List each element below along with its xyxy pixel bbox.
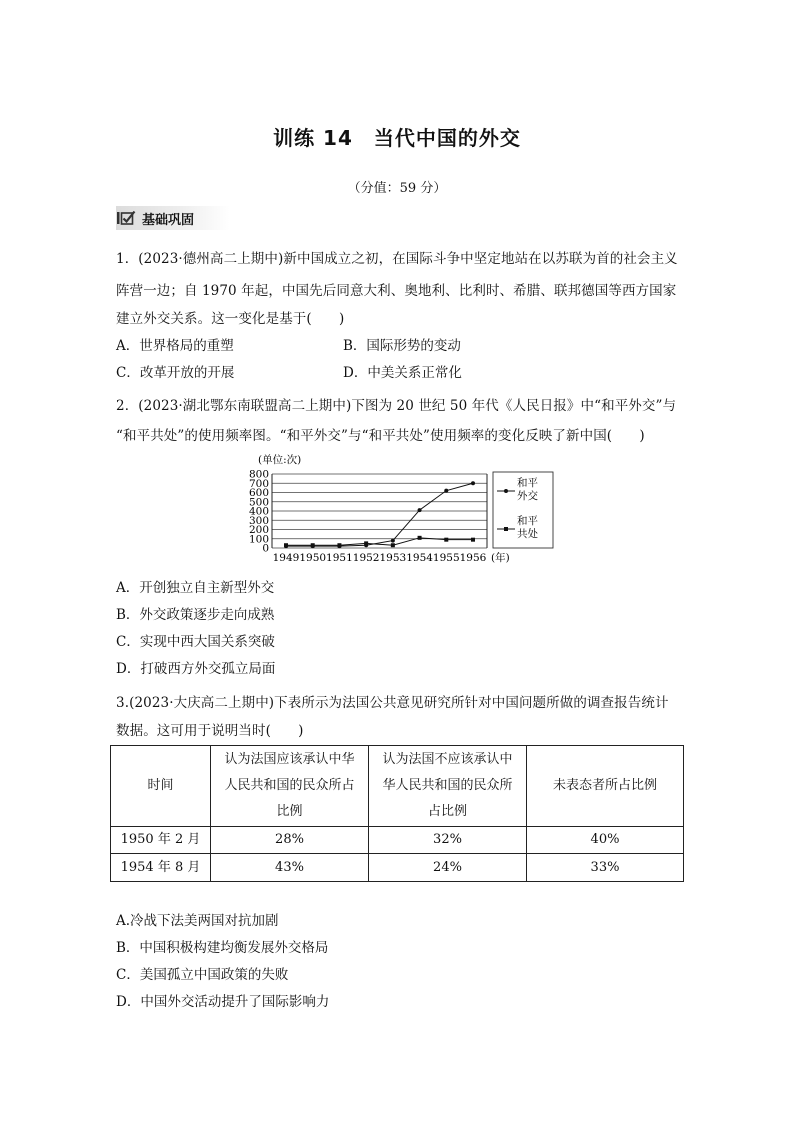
- q2-option-c: C．实现中西大国关系突破: [116, 634, 275, 650]
- q3-option-a: A.冷战下法美两国对抗加剧: [116, 913, 279, 929]
- q2-option-a: A．开创独立自主新型外交: [116, 580, 275, 596]
- x-tick-label: 1950: [299, 552, 327, 564]
- y-tick-label: 400: [248, 505, 269, 518]
- data-point: [364, 541, 368, 545]
- y-tick-label: 0: [262, 542, 269, 555]
- legend-label: 和平: [517, 477, 538, 489]
- x-unit-label: (年): [491, 552, 510, 564]
- table-header-row: [111, 746, 684, 827]
- q1-line-1: 1．(2023·德州高二上期中)新中国成立之初，在国际斗争中坚定地站在以苏联为首的社会主义: [116, 251, 678, 267]
- q2-line-2: “和平共处”的使用频率图。“和平外交”与“和平共处”使用频率的变化反映了新中国( ): [116, 428, 645, 444]
- data-point: [337, 543, 341, 547]
- q3-option-b: B．中国积极构建均衡发展外交格局: [116, 940, 329, 956]
- q3-option-c: C．美国孤立中国政策的失败: [116, 967, 289, 983]
- table-cell: 28%: [211, 827, 369, 854]
- data-point: [391, 539, 395, 543]
- table-row: [111, 827, 684, 854]
- table-cell: 40%: [527, 827, 684, 854]
- x-tick-label: 1949: [272, 552, 300, 564]
- score-note: （分值：59 分）: [347, 181, 447, 196]
- survey-table: [110, 745, 684, 882]
- header-support: 认为法国应该承认中华 人民共和国的民众所占 比例: [211, 746, 369, 827]
- data-point: [444, 538, 448, 542]
- table-cell: 33%: [527, 854, 684, 882]
- y-tick-label: 500: [248, 496, 269, 509]
- header-oppose: 认为法国不应该承认中 华人民共和国的民众所 占比例: [369, 746, 527, 827]
- x-tick-label: 1955: [432, 552, 460, 564]
- x-tick-label: 1953: [379, 552, 407, 564]
- y-tick-label: 100: [248, 533, 269, 546]
- data-point: [311, 543, 315, 547]
- table-cell: 1954 年 8 月: [111, 854, 211, 882]
- data-point: [471, 538, 475, 542]
- data-point: [471, 481, 475, 485]
- data-point: [418, 508, 422, 512]
- table-cell: 24%: [369, 854, 527, 882]
- table-row: [111, 854, 684, 882]
- table-cell: 1950 年 2 月: [111, 827, 211, 854]
- x-tick-label: 1951: [326, 552, 353, 564]
- legend-label: 和平: [517, 515, 538, 527]
- q3-option-d: D．中国外交活动提升了国际影响力: [116, 994, 330, 1010]
- x-tick-label: 1954: [406, 552, 433, 564]
- y-tick-label: 200: [248, 524, 269, 536]
- q2-line-1: 2．(2023·湖北鄂东南联盟高二上期中)下图为 20 世纪 50 年代《人民日报》中“和平外交”与: [116, 398, 677, 414]
- q1-option-a: A．世界格局的重塑: [116, 338, 234, 354]
- frequency-chart: [228, 450, 558, 572]
- legend-marker: [504, 489, 508, 493]
- header-undecided: 未表态者所占比例: [527, 746, 684, 827]
- y-tick-label: 600: [248, 487, 269, 499]
- page-title: 训练 14 当代中国的外交: [273, 126, 521, 150]
- table-cell: 43%: [211, 854, 369, 882]
- y-tick-label: 700: [248, 477, 269, 490]
- q1-option-d: D．中美关系正常化: [343, 365, 462, 381]
- legend-label: 外交: [517, 490, 538, 502]
- q1-line-2: 阵营一边；自 1970 年起，中国先后同意大利、奥地利、比利时、希腊、联邦德国等西方国家: [116, 283, 677, 299]
- legend-label: 共处: [517, 528, 538, 540]
- table-cell: 32%: [369, 827, 527, 854]
- section-header: [116, 206, 230, 230]
- legend-marker: [504, 527, 508, 531]
- checkbox-icon: [116, 210, 136, 226]
- header-time: 时间: [111, 746, 211, 827]
- q1-option-b: B．国际形势的变动: [343, 338, 461, 354]
- data-point: [444, 489, 448, 493]
- q2-option-d: D．打破西方外交孤立局面: [116, 661, 276, 677]
- x-tick-label: 1952: [352, 552, 380, 564]
- q1-option-c: C．改革开放的开展: [116, 365, 235, 381]
- q3-line-1: 3.(2023·大庆高二上期中)下表所示为法国公共意见研究所针对中国问题所做的调查报告统计: [116, 695, 669, 711]
- data-point: [391, 543, 395, 547]
- q1-line-3: 建立外交关系。这一变化是基于( ): [116, 311, 345, 327]
- chart-unit-label: (单位:次): [258, 454, 302, 466]
- data-point: [284, 543, 288, 547]
- q3-line-2: 数据。这可用于说明当时( ): [116, 723, 304, 739]
- section-label: 基础巩固: [142, 212, 195, 228]
- y-tick-label: 300: [248, 514, 269, 527]
- q2-option-b: B．外交政策逐步走向成熟: [116, 607, 275, 623]
- y-tick-label: 800: [248, 468, 269, 481]
- x-tick-label: 1956: [459, 552, 487, 564]
- data-point: [418, 536, 422, 540]
